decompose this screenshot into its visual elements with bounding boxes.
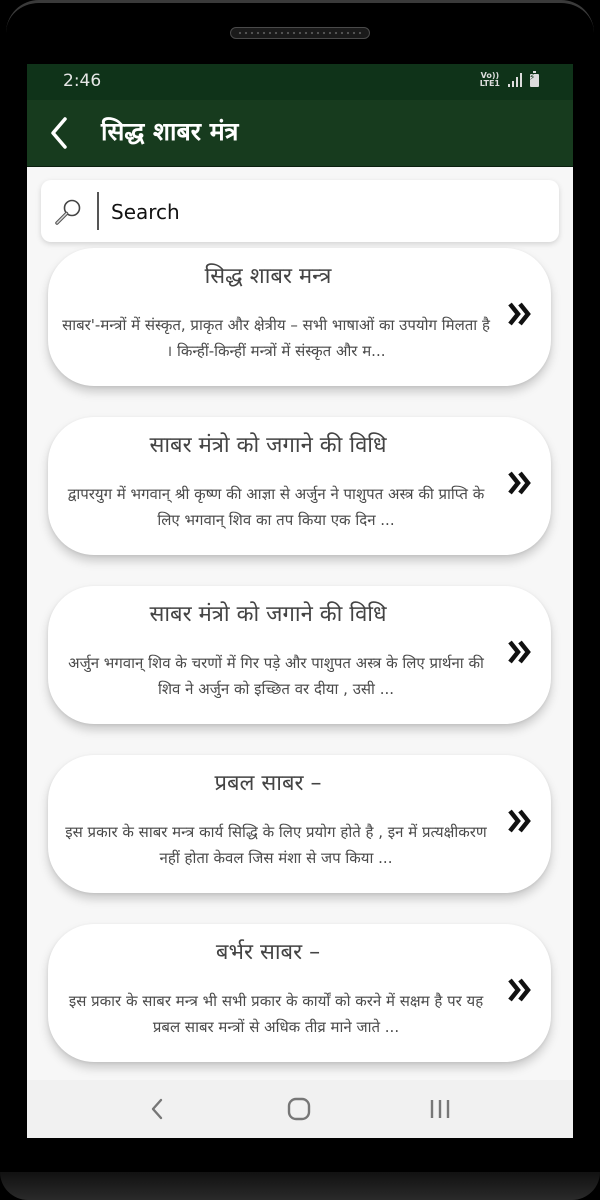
list-item-card[interactable]	[48, 248, 551, 386]
back-icon	[143, 1096, 173, 1122]
card-description: अर्जुन भगवान् शिव के चरणों में गिर पड़े और पाशुपत अस्त्र के लिए प्रार्थना की शिव ने अर्जुन को इच्छित वर दीया , उसी ...	[68, 654, 484, 698]
system-nav-bar	[27, 1080, 573, 1138]
recents-icon	[425, 1096, 455, 1122]
nav-back-button[interactable]	[143, 1096, 173, 1122]
home-icon	[284, 1096, 314, 1122]
double-chevron-right-icon	[507, 469, 533, 497]
nav-home-button[interactable]	[284, 1096, 314, 1122]
double-chevron-right-icon	[507, 976, 533, 1004]
card-description: इस प्रकार के साबर मन्त्र भी सभी प्रकार के कार्यों को करने में सक्षम है पर यह प्रबल साबर मन्त्रों से अधिक तीव्र माने जाते ...	[68, 992, 484, 1036]
list-item-card[interactable]	[48, 417, 551, 555]
signal-icon	[508, 73, 522, 87]
search-divider	[97, 192, 99, 230]
volte-label: Vo))	[480, 71, 500, 80]
volte-icon	[480, 72, 500, 88]
nav-recents-button[interactable]	[425, 1096, 455, 1122]
battery-charging-icon	[530, 74, 539, 87]
chevron-left-icon	[45, 116, 75, 150]
back-button[interactable]	[45, 116, 75, 150]
status-bar	[27, 64, 573, 100]
card-title: साबर मंत्रो को जगाने की विधि	[149, 602, 387, 627]
status-time: 2:46	[63, 71, 102, 91]
double-chevron-right-icon	[507, 638, 533, 666]
search-bar	[41, 180, 559, 242]
card-description: इस प्रकार के साबर मन्त्र कार्य सिद्धि के लिए प्रयोग होते है , इन में प्रत्यक्षीकरण नहीं होता केवल जिस मंशा से जप किया ...	[65, 823, 487, 867]
search-icon	[53, 198, 83, 226]
card-title: साबर मंत्रो को जगाने की विधि	[149, 433, 387, 458]
lte-label: LTE1	[479, 79, 500, 88]
card-description: द्वापरयुग में भगवान् श्री कृष्ण की आज्ञा से अर्जुन ने पाशुपत अस्त्र की प्राप्ति के लिए भगवान् शिव का तप किया एक दिन ...	[67, 485, 485, 529]
card-title: बर्भर साबर –	[215, 940, 321, 965]
list-item-card[interactable]	[48, 924, 551, 1062]
card-title: प्रबल साबर –	[214, 771, 322, 796]
list-item-card[interactable]	[48, 586, 551, 724]
phone-screen	[27, 64, 573, 1138]
double-chevron-right-icon	[507, 300, 533, 328]
status-icons	[480, 72, 539, 88]
card-description: साबर'-मन्त्रों में संस्कृत, प्राकृत और क्षेत्रीय – सभी भाषाओं का उपयोग मिलता है । किन्हीं-किन्हीं मन्त्रों में संस्कृत और म...	[62, 316, 490, 360]
phone-frame-bottom	[0, 1172, 600, 1200]
app-bar	[27, 100, 573, 167]
phone-speaker	[230, 27, 370, 39]
page-title: सिद्ध शाबर मंत्र	[101, 117, 239, 146]
double-chevron-right-icon	[507, 807, 533, 835]
card-title: सिद्ध शाबर मन्त्र	[204, 264, 332, 289]
list-item-card[interactable]	[48, 755, 551, 893]
search-input[interactable]	[109, 192, 543, 232]
